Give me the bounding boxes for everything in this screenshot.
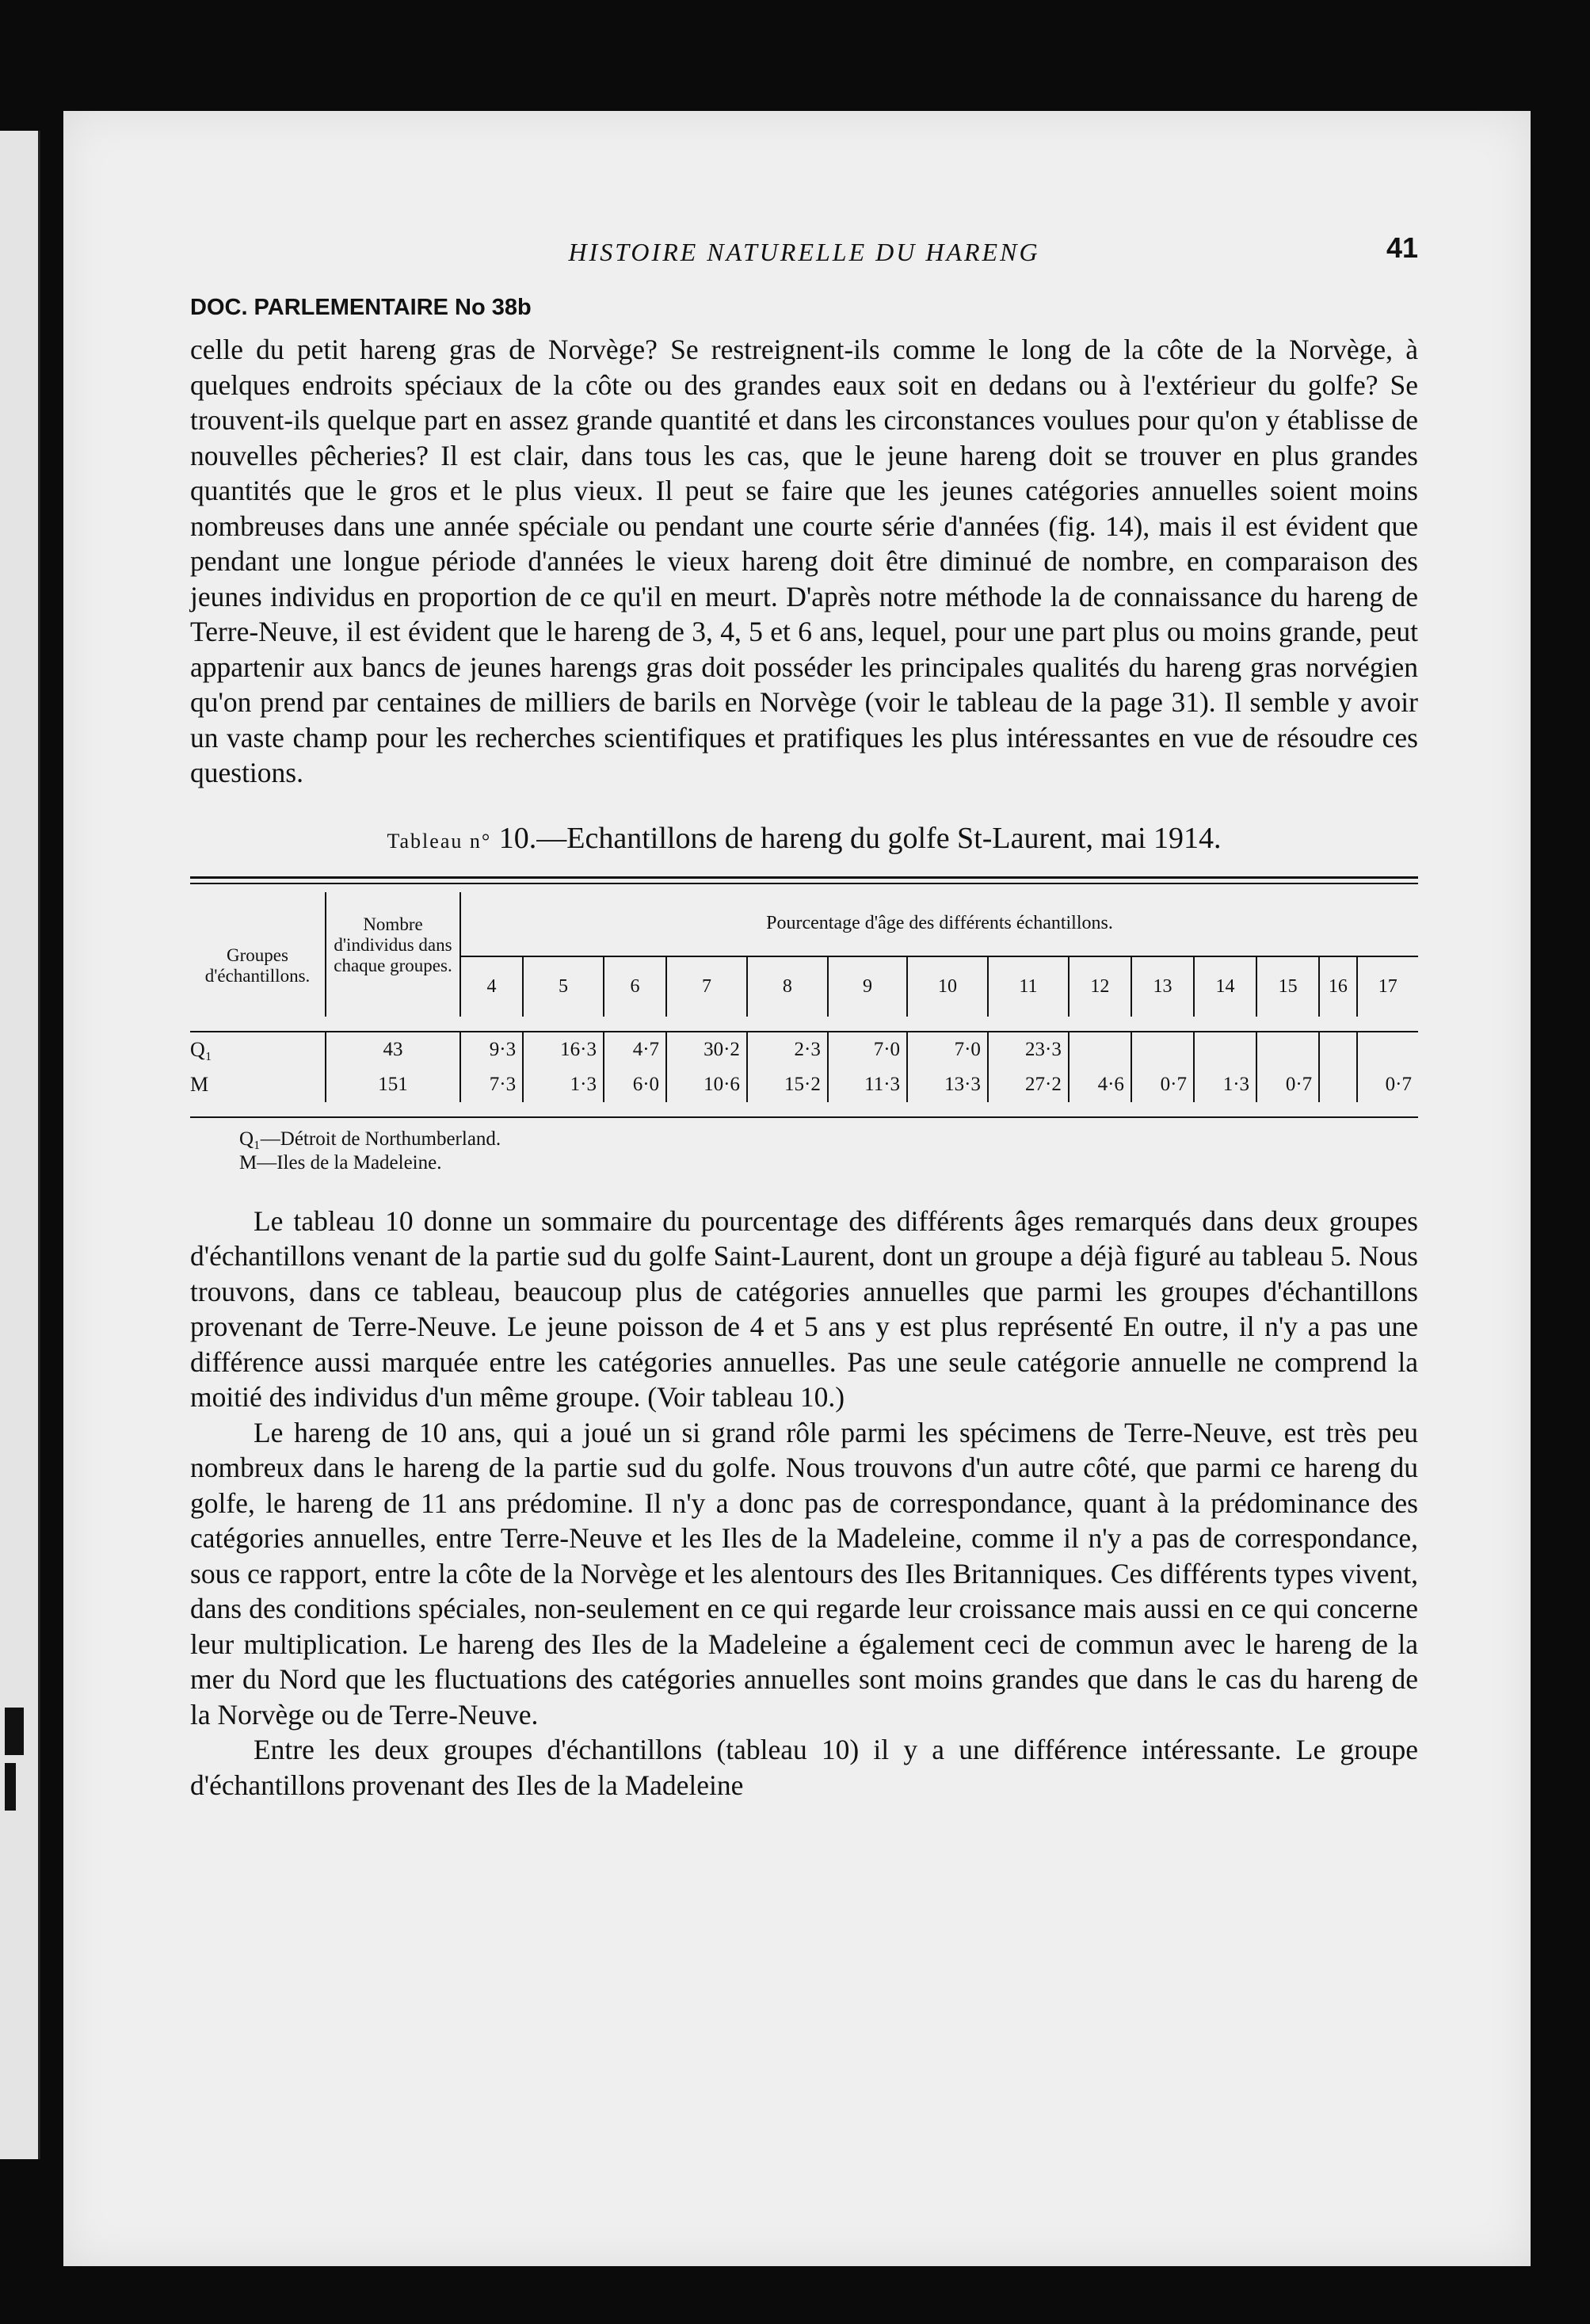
cell-value: [1194, 1032, 1256, 1067]
header-percentage: Pourcentage d'âge des différents échantillons.: [766, 913, 1113, 933]
cell-value: 11·3: [828, 1067, 907, 1102]
header-count: Nombre d'individus dans chaque groupes.: [326, 892, 460, 1017]
table-top-rule: [190, 876, 1418, 884]
cell-value: 7·0: [828, 1032, 907, 1067]
table-caption-text: 10.—Echantillons de hareng du golfe St-Laurent, mai 1914.: [498, 821, 1222, 855]
cell-value: 15·2: [747, 1067, 828, 1102]
paragraph-2: Le tableau 10 donne un sommaire du pourcentage des différents âges remarqués dans deux groupes d'échantillons venant de la partie sud du golfe Saint-Laurent, dont un groupe a déjà figuré au tableau 5. Nous trouvons, dans ce tableau, beaucoup plus de catégories annuelles que parmi les groupes d'échantillons provenant de Terre-Neuve. Le jeune poisson de 4 et 5 ans y est plus représenté En outre, il n'y a pas une différence aussi marquée entre les catégories annuelles. Pas une seule catégorie annuelle ne comprend la moitié des individus d'un même groupe. (Voir tableau 10.): [190, 1204, 1418, 1413]
cell-value: 1·3: [1194, 1067, 1256, 1102]
page-content: [190, 231, 1418, 1803]
cell-value: 9·3: [489, 1038, 517, 1060]
age-header: 6: [604, 956, 666, 1017]
age-percentage-table: [190, 892, 1418, 1102]
cell-value: 2·3: [747, 1032, 828, 1067]
cell-value: 7·3: [489, 1073, 517, 1095]
age-header: 7: [666, 956, 747, 1017]
age-header: 17: [1357, 956, 1418, 1017]
age-header: 9: [828, 956, 907, 1017]
row-count: 151: [326, 1067, 460, 1102]
cell-value: 4·6: [1069, 1067, 1131, 1102]
cell-value: [1069, 1032, 1131, 1067]
paragraph-1: celle du petit hareng gras de Norvège? Se restreignent-ils comme le long de la côte de la Norvège, à quelques endroits spéciaux de la côte ou des grandes eaux soit en dedans ou à l'extérieur du golfe? Se trouvent-ils quelque part en assez grande quantité et dans les circonstances voulues pour qu'on y établisse de nouvelles pêcheries? Il est clair, dans tous les cas, que le jeune hareng doit se trouver en plus grandes quantités que le gros et le plus vieux. Il peut se faire que les jeunes catégories annuelles soient moins nombreuses dans une année spéciale ou pendant une courte série d'années (fig. 14), mais il est évident que pendant une longue période d'années le vieux hareng doit être diminué de nombre, en comparaison des jeunes individus en proportion de ce qu'il en meurt. D'après notre méthode la de connaissance du hareng de Terre-Neuve, il est évident que le hareng de 3, 4, 5 et 6 ans, lequel, pour une part plus ou moins grande, peut appartenir aux bancs de jeunes harengs gras doit posséder les principales qualités du hareng gras norvégien qu'on prend par centaines de milliers de barils en Norvège (voir le tableau de la page 31). Il semble y avoir un vaste champ pour les recherches scientifiques et pratifiques les plus intéressantes en vue de résoudre ces questions.: [190, 334, 1418, 788]
cell-value: 6·0: [604, 1067, 666, 1102]
adjacent-page-edge: [0, 131, 40, 2159]
document-page: [63, 111, 1531, 2266]
header-separator: [190, 1017, 1418, 1032]
binding-mark: [5, 1763, 16, 1811]
age-header: 5: [523, 956, 604, 1017]
age-header: 15: [1256, 956, 1319, 1017]
cell-value: [1131, 1032, 1194, 1067]
cell-value: 10·6: [666, 1067, 747, 1102]
cell-value: 7·0: [907, 1032, 988, 1067]
table-legend: [239, 1128, 1418, 1175]
age-header: 13: [1131, 956, 1194, 1017]
row-group-label: M: [190, 1072, 209, 1096]
age-header: 12: [1069, 956, 1131, 1017]
row-group-label: Q₁: [190, 1037, 212, 1061]
age-header: 8: [747, 956, 828, 1017]
cell-value: 4·7: [604, 1032, 666, 1067]
cell-value: [1319, 1032, 1356, 1067]
cell-value: 30·2: [666, 1032, 747, 1067]
table-row: [190, 1032, 1418, 1067]
age-header: 16: [1319, 956, 1356, 1017]
cell-value: [1256, 1032, 1319, 1067]
binding-mark: [5, 1708, 24, 1755]
row-count: 43: [326, 1032, 460, 1067]
paragraph-3: Le hareng de 10 ans, qui a joué un si grand rôle parmi les spécimens de Terre-Neuve, est très peu nombreux dans le hareng de la partie sud du golfe. Nous trouvons d'un autre côté, que parmi ce hareng du golfe, le hareng de 11 ans prédomine. Il n'y a donc pas de correspondance, quant à la prédominance des catégories annuelles, entre Terre-Neuve et les Iles de la Madeleine, comme il n'y a pas de correspondance, sous ce rapport, entre la côte de la Norvège et les alentours des Iles Britanniques. Ces différents types vivent, dans des conditions spéciales, non-seulement en ce qui regarde leur croissance mais aussi en ce qui concerne leur multiplication. Le hareng des Iles de la Madeleine a également ceci de commun avec le hareng de la mer du Nord que les fluctuations des catégories annuelles sont moins grandes que dans le cas du hareng de la Norvège ou de Terre-Neuve.: [190, 1416, 1418, 1731]
cell-value: 13·3: [907, 1067, 988, 1102]
page-number: 41: [1386, 231, 1418, 264]
legend-entry: M—Iles de la Madeleine.: [239, 1151, 442, 1173]
table-bottom-rule: [190, 1116, 1418, 1118]
cell-value: [1357, 1032, 1418, 1067]
age-header: 11: [988, 956, 1069, 1017]
cell-value: 1·3: [523, 1067, 604, 1102]
cell-value: 0·7: [1256, 1067, 1319, 1102]
paragraph-4: Entre les deux groupes d'échantillons (tableau 10) il y a une différence intéressante. Le groupe d'échantillons provenant des Iles de la Madeleine: [190, 1734, 1418, 1801]
table-row: [190, 1067, 1418, 1102]
table-caption-prefix: Tableau n°: [387, 829, 492, 853]
cell-value: 27·2: [988, 1067, 1069, 1102]
age-header: 4: [460, 956, 523, 1017]
cell-value: 0·7: [1357, 1067, 1418, 1102]
cell-value: [1319, 1067, 1356, 1102]
legend-entry: Q₁—Détroit de Northumberland.: [239, 1128, 501, 1150]
cell-value: 16·3: [523, 1032, 604, 1067]
cell-value: 0·7: [1131, 1067, 1194, 1102]
running-title: HISTOIRE NATURELLE DU HARENG: [568, 238, 1040, 266]
running-head: [190, 231, 1418, 285]
document-reference: DOC. PARLEMENTAIRE No 38b: [190, 295, 532, 320]
age-header: 14: [1194, 956, 1256, 1017]
age-header: 10: [907, 956, 988, 1017]
table-caption: [190, 821, 1418, 856]
header-groups: Groupes d'échantillons.: [204, 945, 311, 986]
cell-value: 23·3: [988, 1032, 1069, 1067]
